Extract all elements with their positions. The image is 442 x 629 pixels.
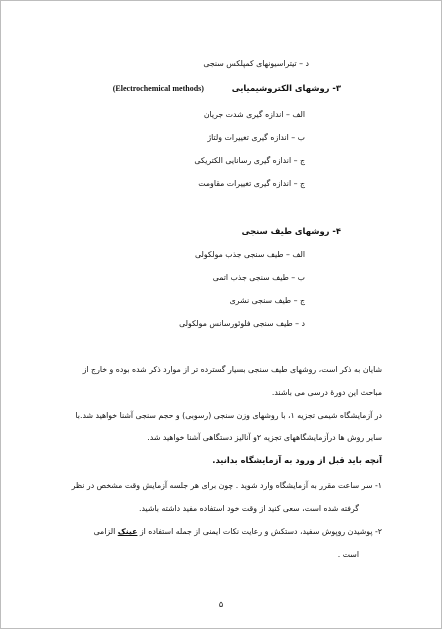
paragraph-1-line-2: مباحث این دورۀ درسی می باشند. xyxy=(271,388,382,397)
section-3-heading xyxy=(1,83,441,94)
paragraph-2-line-2: سایر روش ها درآزمایشگاههای تجزیه ۲و آنالیز دستگاهی آشنا خواهید شد. xyxy=(147,433,382,442)
lab-rule-2-text: ۲- پوشیدن روپوش سفید، دستکش و رعایت نکات ایمنی از جمله استفاده از xyxy=(137,527,382,536)
section-3-title-latin: (Electrochemical methods) xyxy=(112,84,204,93)
list-item-sec4-b: ب – طیف سنجی جذب اتمی xyxy=(212,273,305,282)
section-4-title: ۴- روشهای طیف سنجی xyxy=(241,226,341,236)
paragraph-1-line-1: شایان به ذکر است، روشهای طیف سنجی بسیار گسترده تر از موارد ذکر شده بوده و خارج از xyxy=(82,365,382,374)
lab-rule-2-emphasis: عینک xyxy=(117,527,138,536)
lab-rules-title: آنچه باید قبل از ورود به آزمایشگاه بدانید. xyxy=(212,455,382,465)
list-item-sec3-c: ج – اندازه گیری رسانایی الکتریکی xyxy=(194,156,305,165)
section-3-title: ۳- روشهای الکتروشیمیایی xyxy=(231,83,341,93)
list-item-sec3-b: ب – اندازه گیری تغییرات ولتاژ xyxy=(207,133,305,142)
lab-rule-2-line-1 xyxy=(1,526,441,537)
lab-rule-1-line-2: گرفته شده است، سعی کنید از وقت خود استفاده مفید داشته باشید. xyxy=(138,504,359,513)
list-item-sec2-d: د – تیتراسیونهای کمپلکس سنجی xyxy=(203,59,309,68)
lab-rule-1-line-1: ۱- سر ساعت مقرر به آزمایشگاه وارد شوید . چون برای هر جلسه آزمایش وقت مشخص در نظر xyxy=(71,481,382,490)
list-item-sec4-c: ج – طیف سنجی نشری xyxy=(229,296,305,305)
list-item-sec4-a: الف – طیف سنجی جذب مولکولی xyxy=(195,250,305,259)
list-item-sec3-a: الف – اندازه گیری شدت جریان xyxy=(203,110,305,119)
page-number: ۵ xyxy=(218,600,224,609)
lab-rule-2-line-2: است . xyxy=(337,550,359,559)
paragraph-2-line-1: در آزمایشگاه شیمی تجزیه ۱، با روشهای وزن سنجی (رسوبی) و حجم سنجی آشنا خواهید شد.با xyxy=(75,411,382,420)
list-item-sec3-d: ج – اندازه گیری تغییرات مقاومت xyxy=(198,179,305,188)
list-item-sec4-d: د – طیف سنجی فلوئورسانس مولکولی xyxy=(179,319,305,328)
lab-rule-2-text-end: الزامی xyxy=(93,527,118,536)
